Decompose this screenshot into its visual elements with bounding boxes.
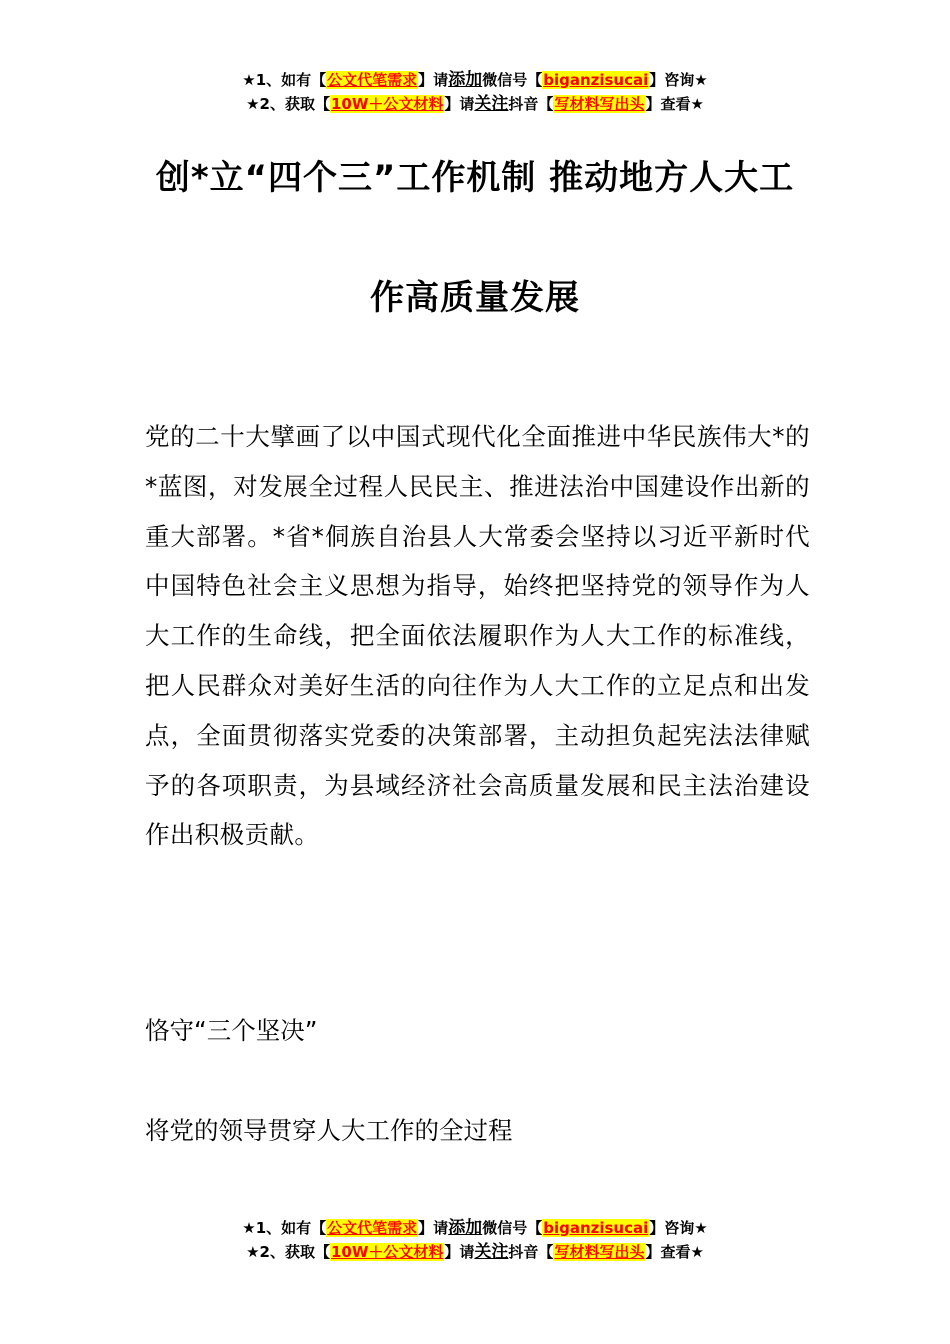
follow-emphasis: 关注 (474, 1242, 509, 1262)
follow-emphasis: 关注 (474, 94, 509, 114)
intro-paragraph: 党的二十大擘画了以中国式现代化全面推进中华民族伟大*的*蓝图，对发展全过程人民民主、推进法治中国建设作出新的重大部署。*省*侗族自治县人大常委会坚持以习近平新时代中国特色社会主义思想为指导，始终把坚持党的领导作为人大工作的生命线，把全面依法履职作为人大工作的标准线，把人民群众对美好生活的向往作为人大工作的立足点和出发点，全面贯彻落实党委的决策部署，主动担负起宪法法律赋予的各项职责，为县域经济社会高质量发展和民主法治建设作出积极贡献。 (145, 422, 810, 850)
banner-suffix: 】咨询★ (649, 1219, 708, 1237)
banner-text: 】请 (418, 71, 449, 89)
header-banner (0, 68, 950, 116)
banner-line-1 (0, 1216, 950, 1240)
douyin-account-highlight: 写材料写出头 (554, 95, 645, 113)
banner-text: 】请 (444, 95, 475, 113)
ghostwriting-highlight: 公文代笔需求 (327, 1219, 418, 1237)
footer-banner (0, 1216, 950, 1264)
banner-line-2 (0, 1240, 950, 1264)
materials-highlight: 10W＋公文材料 (330, 95, 444, 113)
banner-prefix: ★2、获取【 (246, 95, 330, 113)
materials-highlight: 10W＋公文材料 (330, 1243, 444, 1261)
wechat-id-highlight: biganzisucai (543, 71, 649, 89)
add-emphasis: 添加 (448, 70, 483, 90)
ghostwriting-highlight: 公文代笔需求 (327, 71, 418, 89)
wechat-id-highlight: biganzisucai (543, 1219, 649, 1237)
section-subheading: 将党的领导贯穿人大工作的全过程 (145, 1116, 513, 1145)
banner-text: 微信号【 (482, 1219, 543, 1237)
page-title-line-2: 作高质量发展 (370, 278, 580, 318)
section-heading: 恪守“三个坚决” (145, 1016, 318, 1045)
banner-suffix: 】咨询★ (649, 71, 708, 89)
banner-prefix: ★2、获取【 (246, 1243, 330, 1261)
banner-line-1 (0, 68, 950, 92)
banner-text: 抖音【 (508, 95, 554, 113)
banner-text: 】请 (418, 1219, 449, 1237)
banner-suffix: 】查看★ (645, 1243, 704, 1261)
page-title-line-1: 创*立“四个三”工作机制 推动地方人大工 (155, 158, 795, 198)
banner-suffix: 】查看★ (645, 95, 704, 113)
banner-prefix: ★1、如有【 (242, 1219, 327, 1237)
douyin-account-highlight: 写材料写出头 (554, 1243, 645, 1261)
banner-text: 微信号【 (482, 71, 543, 89)
banner-prefix: ★1、如有【 (242, 71, 327, 89)
add-emphasis: 添加 (448, 1218, 483, 1238)
banner-text: 】请 (444, 1243, 475, 1261)
banner-text: 抖音【 (508, 1243, 554, 1261)
banner-line-2 (0, 92, 950, 116)
